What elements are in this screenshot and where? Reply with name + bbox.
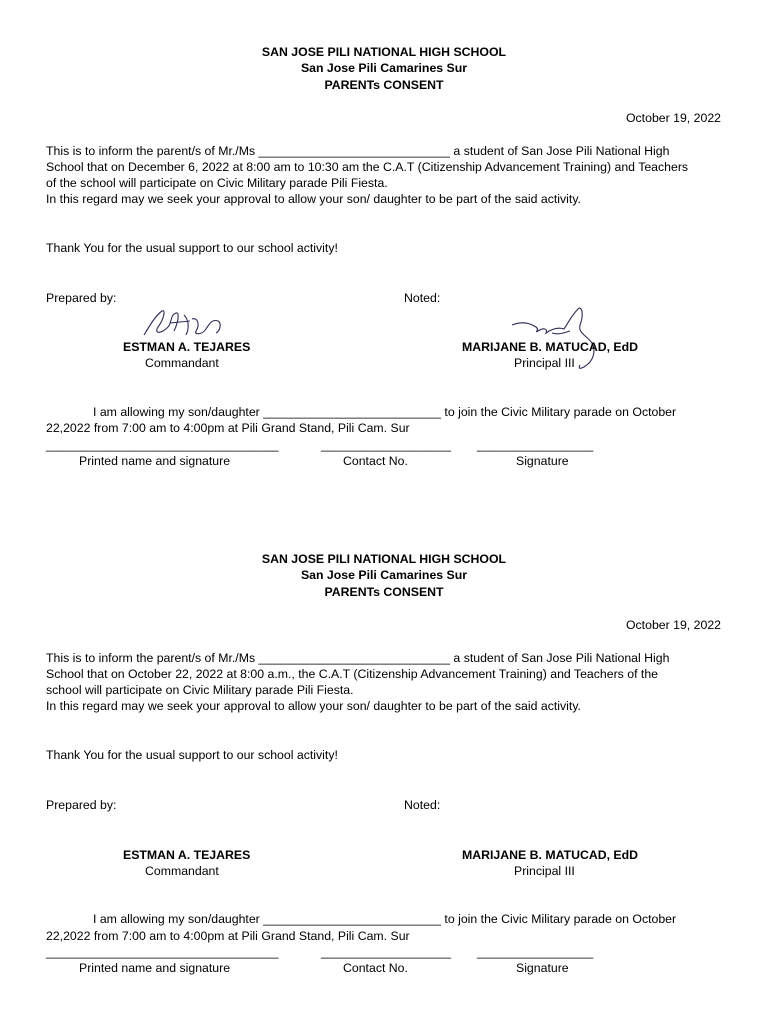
printed-name-label: Printed name and signature [79,454,231,468]
preparer-name: ESTMAN A. TEJARES [123,340,251,354]
printed-name-underline[interactable]: __________________________________ [46,945,279,959]
signature-label: Signature [516,961,569,975]
printed-name-label: Printed name and signature [79,961,231,975]
contact-label: Contact No. [343,961,408,975]
preparer-role: Commandant [145,356,219,370]
school-address: San Jose Pili Camarines Sur [300,568,468,582]
consent-form-1 [0,0,768,500]
body-line-4: In this regard may we seek your approval to allow your son/ daughter to be part of the said activity. [46,699,581,713]
letter-date: October 19, 2022 [625,111,721,125]
body-line-4: In this regard may we seek your approval to allow your son/ daughter to be part of the said activity. [46,192,581,206]
contact-label: Contact No. [343,454,408,468]
contact-underline[interactable]: ___________________ [321,945,451,959]
signature-underline[interactable]: _________________ [477,945,594,959]
signature-label: Signature [516,454,569,468]
preparer-role: Commandant [145,864,219,878]
noter-role: Principal III [514,864,575,878]
consent-line-1: I am allowing my son/daughter __________________________ to join the Civic Military parade on October [93,405,677,419]
contact-underline[interactable]: ___________________ [321,438,451,452]
form-title: PARENTs CONSENT [324,78,444,92]
noter-name: MARIJANE B. MATUCAD, EdD [462,848,639,862]
noted-label: Noted: [404,291,441,305]
noter-role: Principal III [514,356,575,370]
consent-line-2: 22,2022 from 7:00 am to 4:00pm at Pili Grand Stand, Pili Cam. Sur [46,929,410,943]
consent-line-2: 22,2022 from 7:00 am to 4:00pm at Pili Grand Stand, Pili Cam. Sur [46,421,410,435]
prepared-by-label: Prepared by: [46,291,117,305]
body-line-3: of the school will participate on Civic Military parade Pili Fiesta. [46,176,388,190]
school-name: SAN JOSE PILI NATIONAL HIGH SCHOOL [261,552,507,566]
school-name: SAN JOSE PILI NATIONAL HIGH SCHOOL [261,45,507,59]
thanks-line: Thank You for the usual support to our school activity! [46,748,338,762]
printed-name-underline[interactable]: __________________________________ [46,438,279,452]
consent-form-2 [0,507,768,1007]
body-line-1: This is to inform the parent/s of Mr./Ms ____________________________ a student of San Jose Pili National High [46,651,670,665]
noted-label: Noted: [404,798,441,812]
body-line-2: School that on October 22, 2022 at 8:00 a.m., the C.A.T (Citizenship Advancement Training) and Teachers of the [46,667,659,681]
consent-line-1: I am allowing my son/daughter __________________________ to join the Civic Military parade on October [93,912,677,926]
letter-date: October 19, 2022 [625,618,721,632]
school-address: San Jose Pili Camarines Sur [300,61,468,75]
noter-name: MARIJANE B. MATUCAD, EdD [462,340,639,354]
thanks-line: Thank You for the usual support to our school activity! [46,241,338,255]
prepared-by-label: Prepared by: [46,798,117,812]
body-line-1: This is to inform the parent/s of Mr./Ms ____________________________ a student of San Jose Pili National High [46,144,670,158]
body-line-3: school will participate on Civic Military parade Pili Fiesta. [46,683,354,697]
preparer-name: ESTMAN A. TEJARES [123,848,251,862]
body-line-2: School that on December 6, 2022 at 8:00 am to 10:30 am the C.A.T (Citizenship Advancement Training) and Teachers [46,160,689,174]
form-title: PARENTs CONSENT [324,585,444,599]
signature-underline[interactable]: _________________ [477,438,594,452]
